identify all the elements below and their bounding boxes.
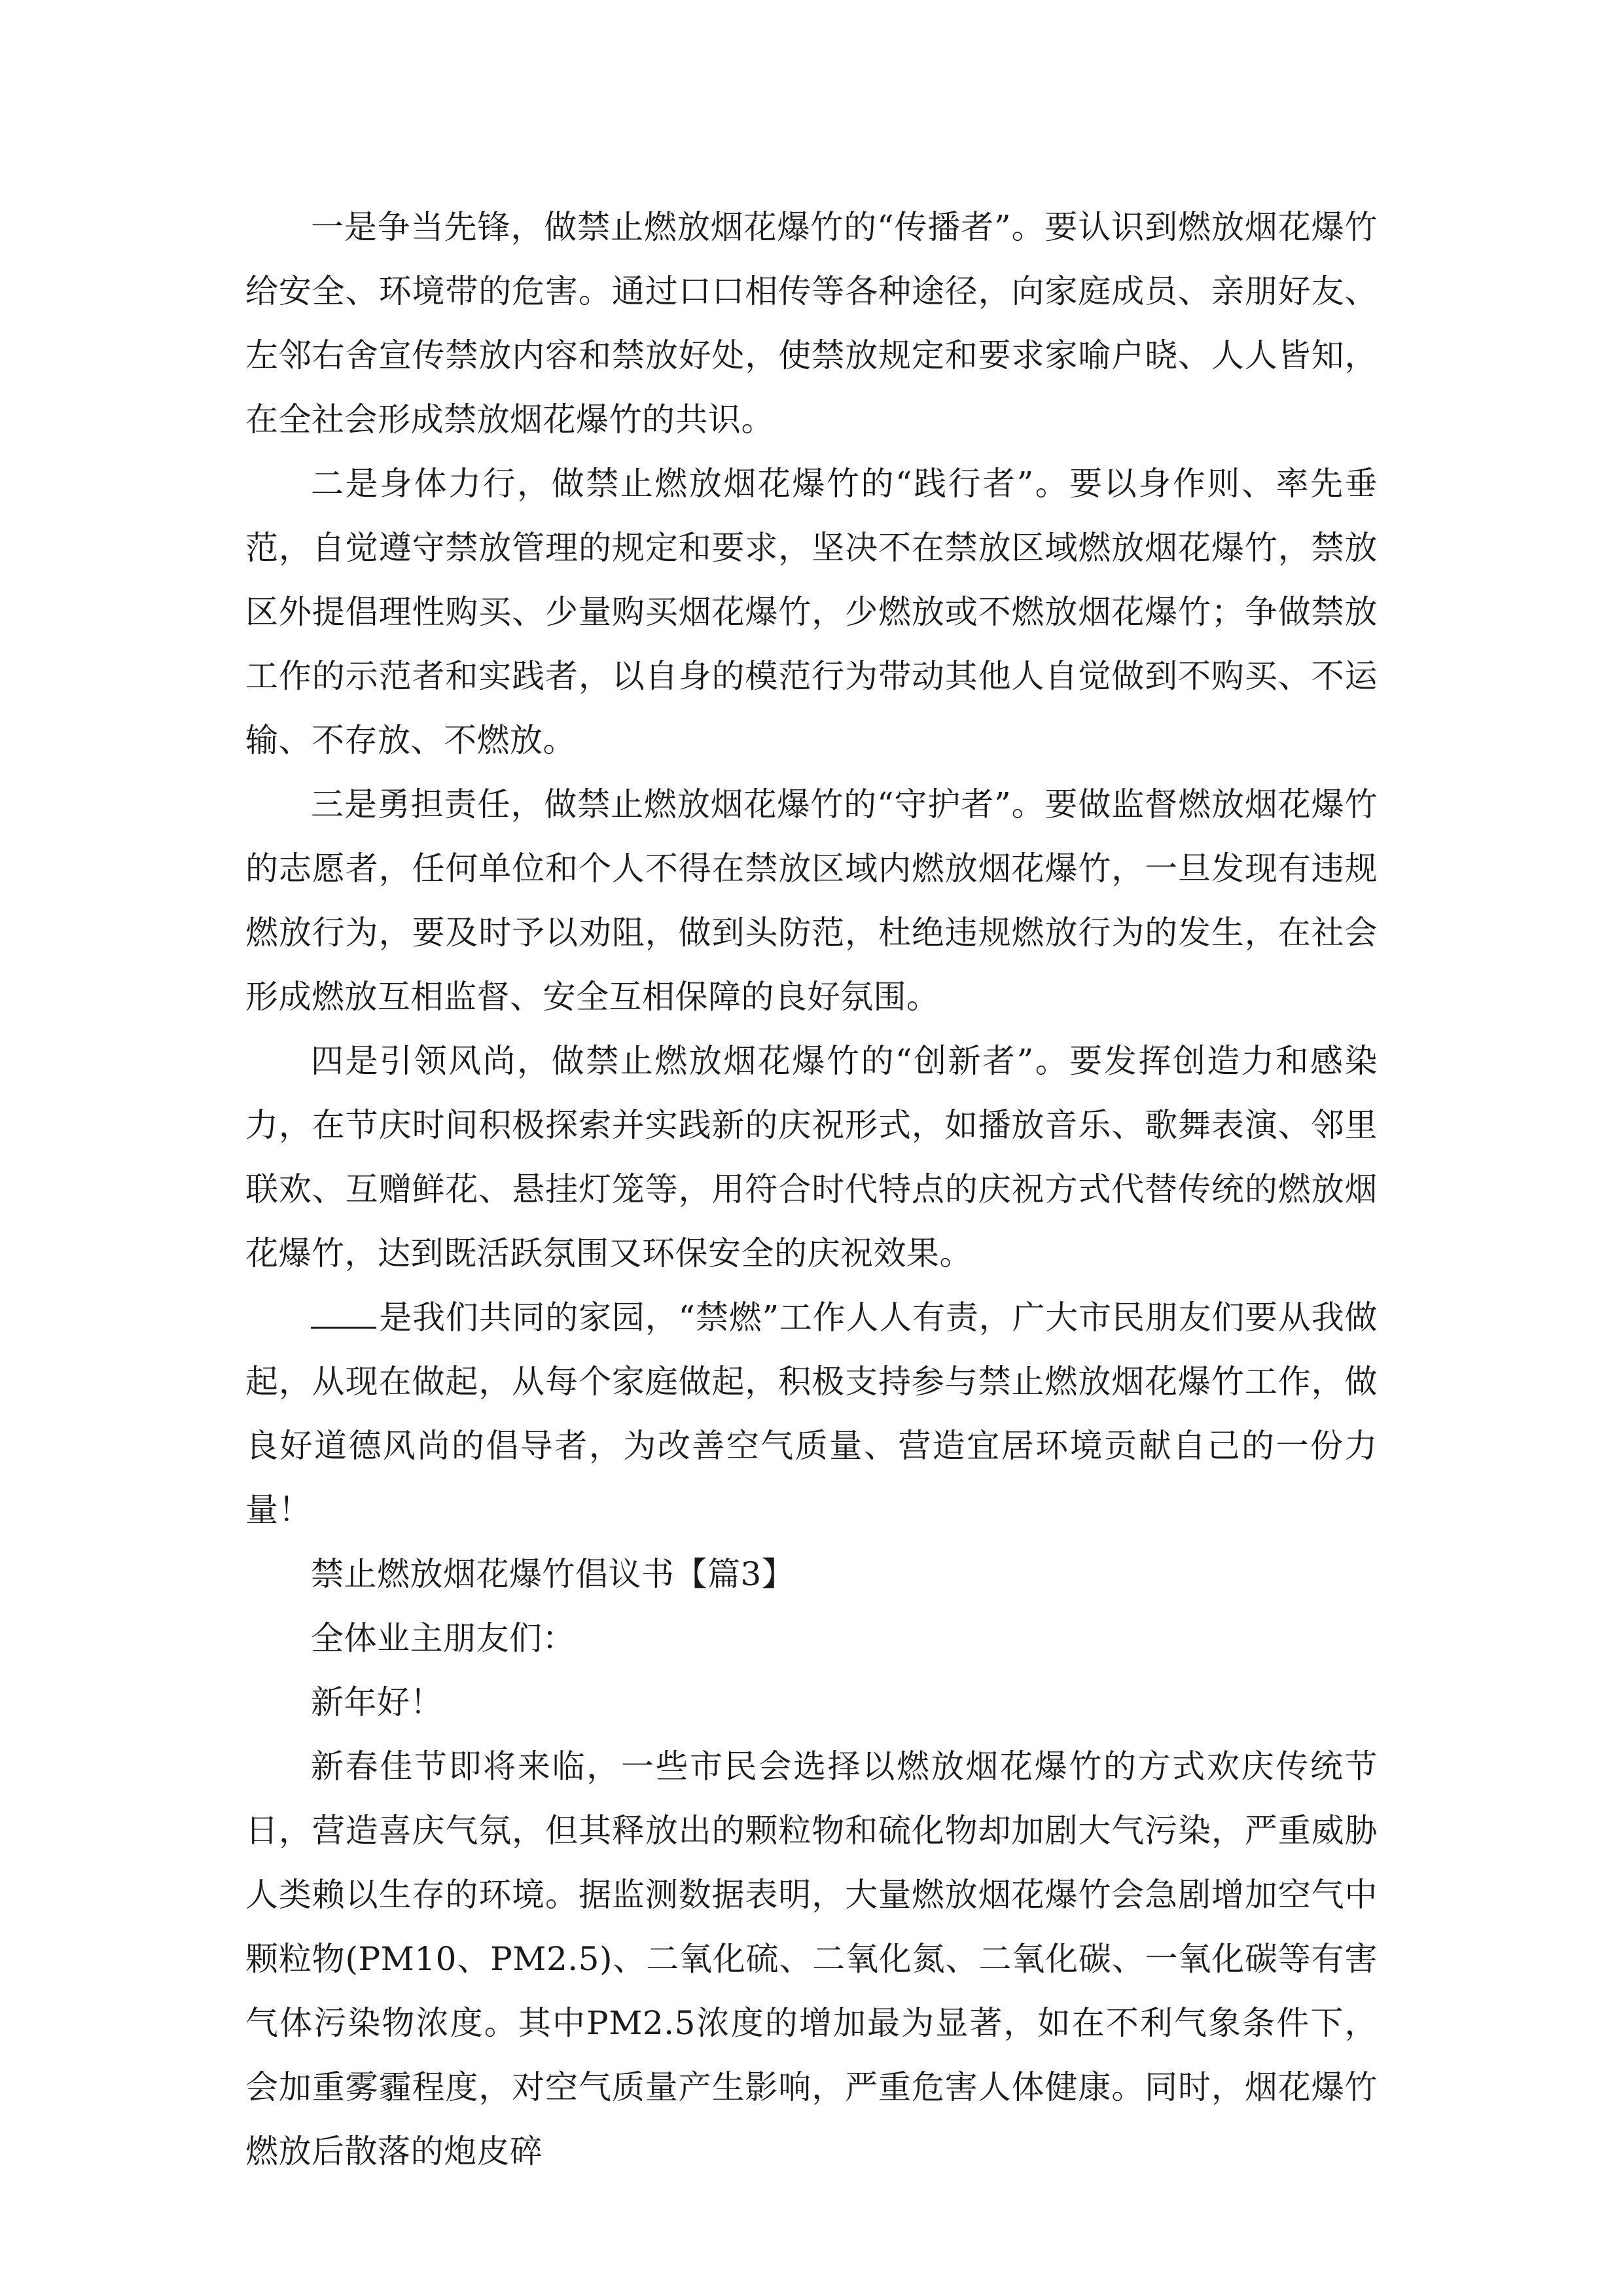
paragraph-4: 四是引领风尚，做禁止燃放烟花爆竹的“创新者”。要发挥创造力和感染力，在节庆时间积极探索并实践新的庆祝形式，如播放音乐、歌舞表演、邻里联欢、互赠鲜花、悬挂灯笼等，用符合时代特点的庆祝方式代替传统的燃放烟花爆竹，达到既活跃氛围又环保安全的庆祝效果。	[245, 1042, 1378, 1272]
paragraph-2: 二是身体力行，做禁止燃放烟花爆竹的“践行者”。要以身作则、率先垂范，自觉遵守禁放管理的规定和要求，坚决不在禁放区域燃放烟花爆竹，禁放区外提倡理性购买、少量购买烟花爆竹，少燃放或不燃放烟花爆竹；争做禁放工作的示范者和实践者，以自身的模范行为带动其他人自觉做到不购买、不运输、不存放、不燃放。	[245, 465, 1378, 759]
paragraph-1: 一是争当先锋，做禁止燃放烟花爆竹的“传播者”。要认识到燃放烟花爆竹给安全、环境带的危害。通过口口相传等各种途径，向家庭成员、亲朋好友、左邻右舍宣传禁放内容和禁放好处，使禁放规定和要求家喻户晓、人人皆知，在全社会形成禁放烟花爆竹的共识。	[245, 208, 1378, 439]
document-body	[245, 195, 1378, 2183]
paragraph-6: 新春佳节即将来临，一些市民会选择以燃放烟花爆竹的方式欢庆传统节日，营造喜庆气氛，但其释放出的颗粒物和硫化物却加剧大气污染，严重威胁人类赖以生存的环境。据监测数据表明，大量燃放烟花爆竹会急剧增加空气中颗粒物(PM10、PM2.5)、二氧化硫、二氧化氮、二氧化碳、一氧化碳等有害气体污染物浓度。其中PM2.5浓度的增加最为显著，如在不利气象条件下，会加重雾霾程度，对空气质量产生影响，严重危害人体健康。同时，烟花爆竹燃放后散落的炮皮碎	[245, 1748, 1378, 2170]
section-title: 禁止燃放烟花爆竹倡议书【篇3】	[311, 1555, 795, 1593]
paragraph-3: 三是勇担责任，做禁止燃放烟花爆竹的“守护者”。要做监督燃放烟花爆竹的志愿者，任何单位和个人不得在禁放区域内燃放烟花爆竹，一旦发现有违规燃放行为，要及时予以劝阻，做到头防范，杜绝违规燃放行为的发生，在社会形成燃放互相监督、安全互相保障的良好氛围。	[245, 785, 1378, 1016]
paragraph-5	[245, 1285, 1378, 1542]
salutation: 全体业主朋友们：	[311, 1619, 575, 1657]
paragraph-5-text: 是我们共同的家园，“禁燃”工作人人有责，广大市民朋友们要从我做起，从现在做起，从每个家庭做起，积极支持参与禁止燃放烟花爆竹工作，做良好道德风尚的倡导者，为改善空气质量、营造宜居环境贡献自己的一份力量！	[245, 1299, 1378, 1529]
greeting: 新年好！	[311, 1683, 443, 1721]
fill-in-blank	[311, 1302, 376, 1329]
